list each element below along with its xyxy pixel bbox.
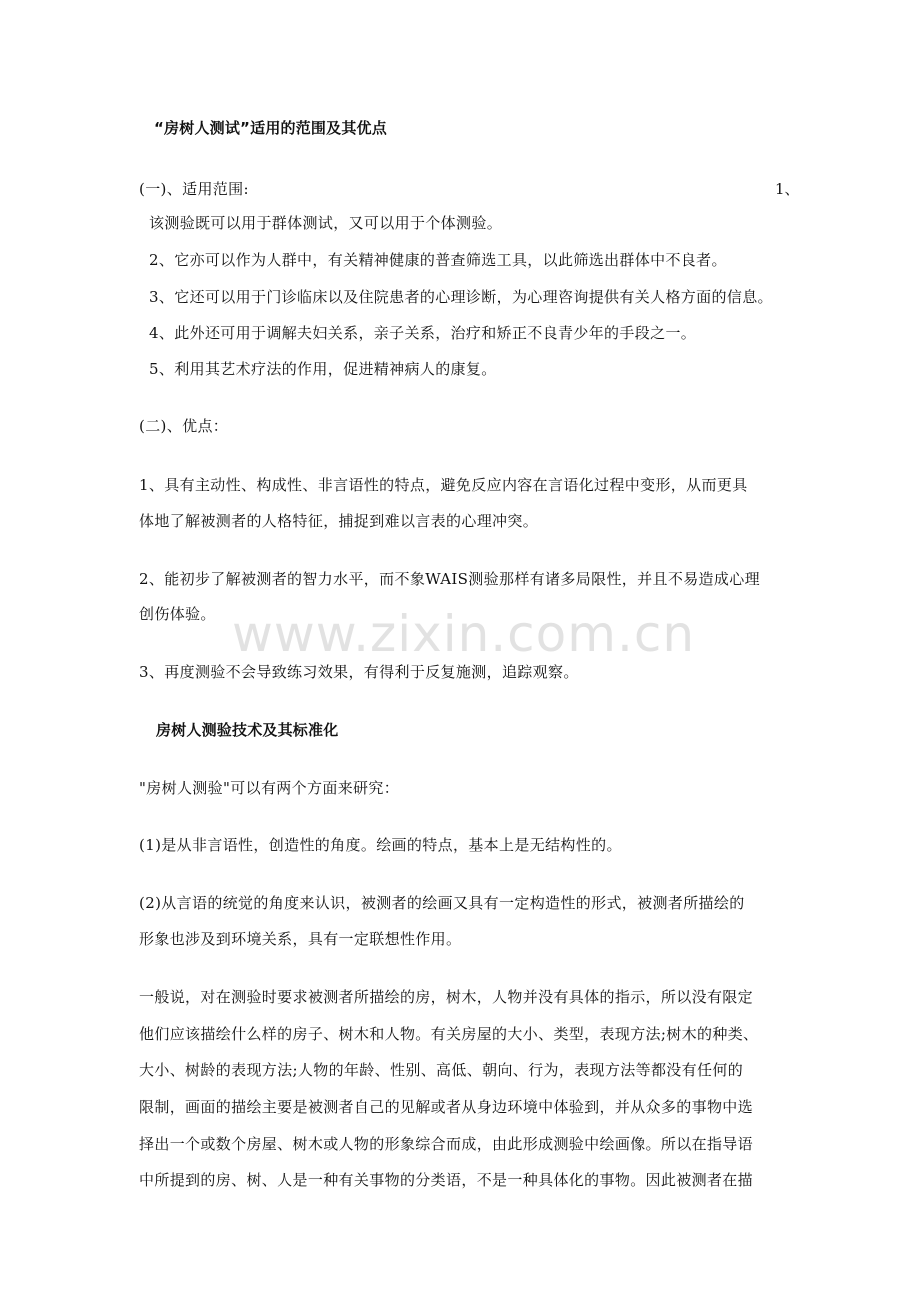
general-line-6: 中所提到的房、树、人是一种有关事物的分类语，不是一种具体化的事物。因此被测者在描	[139, 1171, 754, 1189]
watermark: www.zixin.com.cn	[232, 605, 696, 663]
section-title-scope-advantages: “房树人测试”适用的范围及其优点	[154, 119, 387, 137]
advantage-3: 3、再度测验不会导致练习效果，有得利于反复施测，追踪观察。	[139, 663, 579, 681]
advantage-1-line-2: 体地了解被测者的人格特征，捕捉到难以言表的心理冲突。	[139, 512, 539, 530]
scope-item-1: 该测验既可以用于群体测试，又可以用于个体测验。	[149, 214, 503, 232]
general-line-2: 他们应该描绘什么样的房子、树木和人物。有关房屋的大小、类型，表现方法;树木的种类、	[139, 1025, 759, 1043]
research-point-2-line-1: (2)从言语的统觉的角度来认识，被测者的绘画又具有一定构造性的形式，被测者所描绘的	[139, 894, 745, 912]
scope-heading: (一)、适用范围:	[139, 180, 249, 198]
general-line-4: 限制，画面的描绘主要是被测者自己的见解或者从身边环境中体验到，并从众多的事物中选	[139, 1098, 754, 1116]
research-point-1: (1)是从非言语性，创造性的角度。绘画的特点，基本上是无结构性的。	[139, 836, 622, 854]
scope-item-2: 2、它亦可以作为人群中，有关精神健康的普查筛选工具，以此筛选出群体中不良者。	[149, 251, 727, 269]
general-line-1: 一般说，对在测验时要求被测者所描绘的房，树木，人物并没有具体的指示，所以没有限定	[139, 988, 754, 1006]
scope-item-3: 3、它还可以用于门诊临床以及住院患者的心理诊断，为心理咨询提供有关人格方面的信息。	[149, 288, 773, 306]
advantages-heading: (二)、优点：	[139, 417, 229, 435]
advantage-1-line-1: 1、具有主动性、构成性、非言语性的特点，避免反应内容在言语化过程中变形，从而更具	[139, 476, 748, 494]
section-title-technique: 房树人测验技术及其标准化	[156, 721, 339, 739]
advantage-2-line-1: 2、能初步了解被测者的智力水平，而不象WAIS测验那样有诸多局限性，并且不易造成心理	[139, 570, 760, 588]
general-line-3: 大小、树龄的表现方法;人物的年龄、性别、高低、朝向、行为，表现方法等都没有任何的	[139, 1061, 744, 1079]
research-intro: "房树人测验"可以有两个方面来研究：	[139, 779, 400, 797]
advantage-2-line-2: 创伤体验。	[139, 605, 216, 623]
scope-item-number: 1、	[775, 180, 800, 198]
scope-item-4: 4、此外还可用于调解夫妇关系，亲子关系，治疗和矫正不良青少年的手段之一。	[149, 324, 697, 342]
research-point-2-line-2: 形象也涉及到环境关系，具有一定联想性作用。	[139, 930, 462, 948]
scope-item-5: 5、利用其艺术疗法的作用，促进精神病人的康复。	[149, 360, 497, 378]
general-line-5: 择出一个或数个房屋、树木或人物的形象综合而成，由此形成测验中绘画像。所以在指导语	[139, 1135, 754, 1153]
